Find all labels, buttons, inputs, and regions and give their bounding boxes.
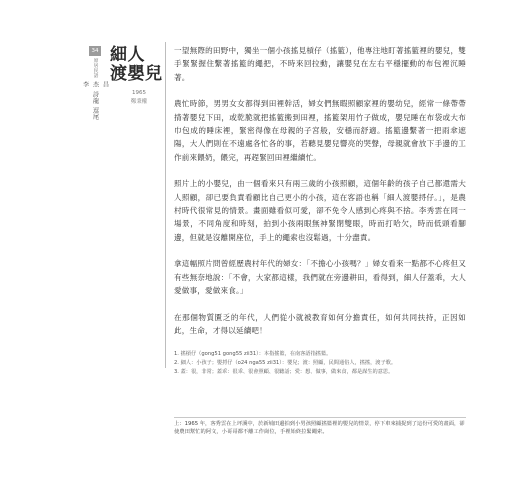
paragraph: 照片上的小嬰兒，由一個看來只有兩三歲的小孩照顧，這個年齡的孩子自己都還需大人照顧，卻已要負責看顧比自己更小的小孩，這在客語也稱「細人渡嬰捋仔。」，是農村時代很常見的情景。畫面雖看似可愛，卻不免令人感到心疼與不捨。李秀雲在同一場景，不同角度和時刻，拍到小孩兩眼無神緊閉雙眼，時而打哈欠，時而低頭看腳邊，但就是沒離開座位，手上的繩索也沒鬆過，十分盡責。 (174, 179, 466, 242)
footnotes (174, 350, 466, 376)
footnote: 2. 細人：小孩子；嬰捋仔（o24 nga55 zii31）：嬰兒；渡：照顧，民間通俗人，搖搖，渡子歌。 (174, 359, 397, 366)
paragraph: 在那個物質匱乏的年代，人們從小就被教育如何分擔責任，如何共同扶持，正因如此，生命，才得以延續吧！ (174, 312, 466, 335)
footnote: 1. 搖槓仔（gong51 gong55 zii31）：本指搖籃，在南客語指搖籃。 (174, 351, 332, 358)
section-label: 原居民語 (92, 58, 98, 78)
page-number-badge: 34 (89, 46, 101, 56)
photo-year: 1965 (132, 90, 146, 96)
column-divider (165, 42, 166, 368)
sidebar-author-char: 杰 (91, 81, 99, 88)
sidebar-author-char: 昌 (101, 81, 109, 88)
footnote: 3. 蓋：很，非常；蓋乖：很乖、很會照顧、很聽話；愛：想、做事，做來食，都是謀生的意思。 (174, 368, 394, 375)
article-body (174, 44, 466, 376)
sidebar (81, 46, 109, 120)
paragraph: 農忙時節，男男女女都得到田裡幹活，婦女們無暇照顧家裡的嬰幼兒，經常一條帶帶揹著嬰兒下田，或乾脆就把搖籃搬到田裡，搖籃架用竹子做成，嬰兒睡在布袋或大布巾包成的睡床裡，緊密得像在母親的子宮般，安穩而舒適。搖籃邊繫著一把雨傘遮陽，大人們則在不遠處各忙各的事，若聽見嬰兒響亮的哭聲，母親就會放下手邊的工作前來餵奶，餵完，再趕緊回田裡繼續忙。 (174, 99, 466, 162)
photo-caption: 上：1965 年，客秀雲在上坪溪中，於新埔田邊拍到小男孩照顧搖籃裡的嬰兒的情景，停下車來捕捉到了這份可愛的畫面，卻使農田幫忙的阿文，小哥哥都不離工作崗位，手裡始終拉緊繩索。 (174, 421, 465, 436)
paragraph: 一望無際的田野中，獨坐一個小孩搖見槓仔（搖籃），他專注地盯著搖籃裡的嬰兒，雙手緊緊握住繫著搖籃的繩把，不時來回拉動，讓嬰兒在左右平穩擺動的布包裡沉睡著。 (174, 46, 466, 82)
article-title-line2: 渡嬰兒 (110, 64, 163, 84)
title-block (110, 46, 168, 105)
sidebar-author-char: 李 (81, 81, 89, 88)
caption-divider (174, 417, 466, 418)
article-title-line1: 細人 (110, 45, 145, 65)
photographer-name: 鄭秉權 (130, 99, 148, 105)
sidebar-author (81, 81, 110, 88)
paragraph: 拿這幅照片問曾經歷農村年代的婦女：「不擔心小孩嗎？」婦女看來一點都不心疼但又有些無奈地說：「不會，大家都這樣，我們就在旁邊耕田，看得到，細人仔蓋乖，大人愛做事，愛做來食。」 (174, 259, 466, 296)
sidebar-title: 詩龍 逗尾 (91, 90, 99, 120)
